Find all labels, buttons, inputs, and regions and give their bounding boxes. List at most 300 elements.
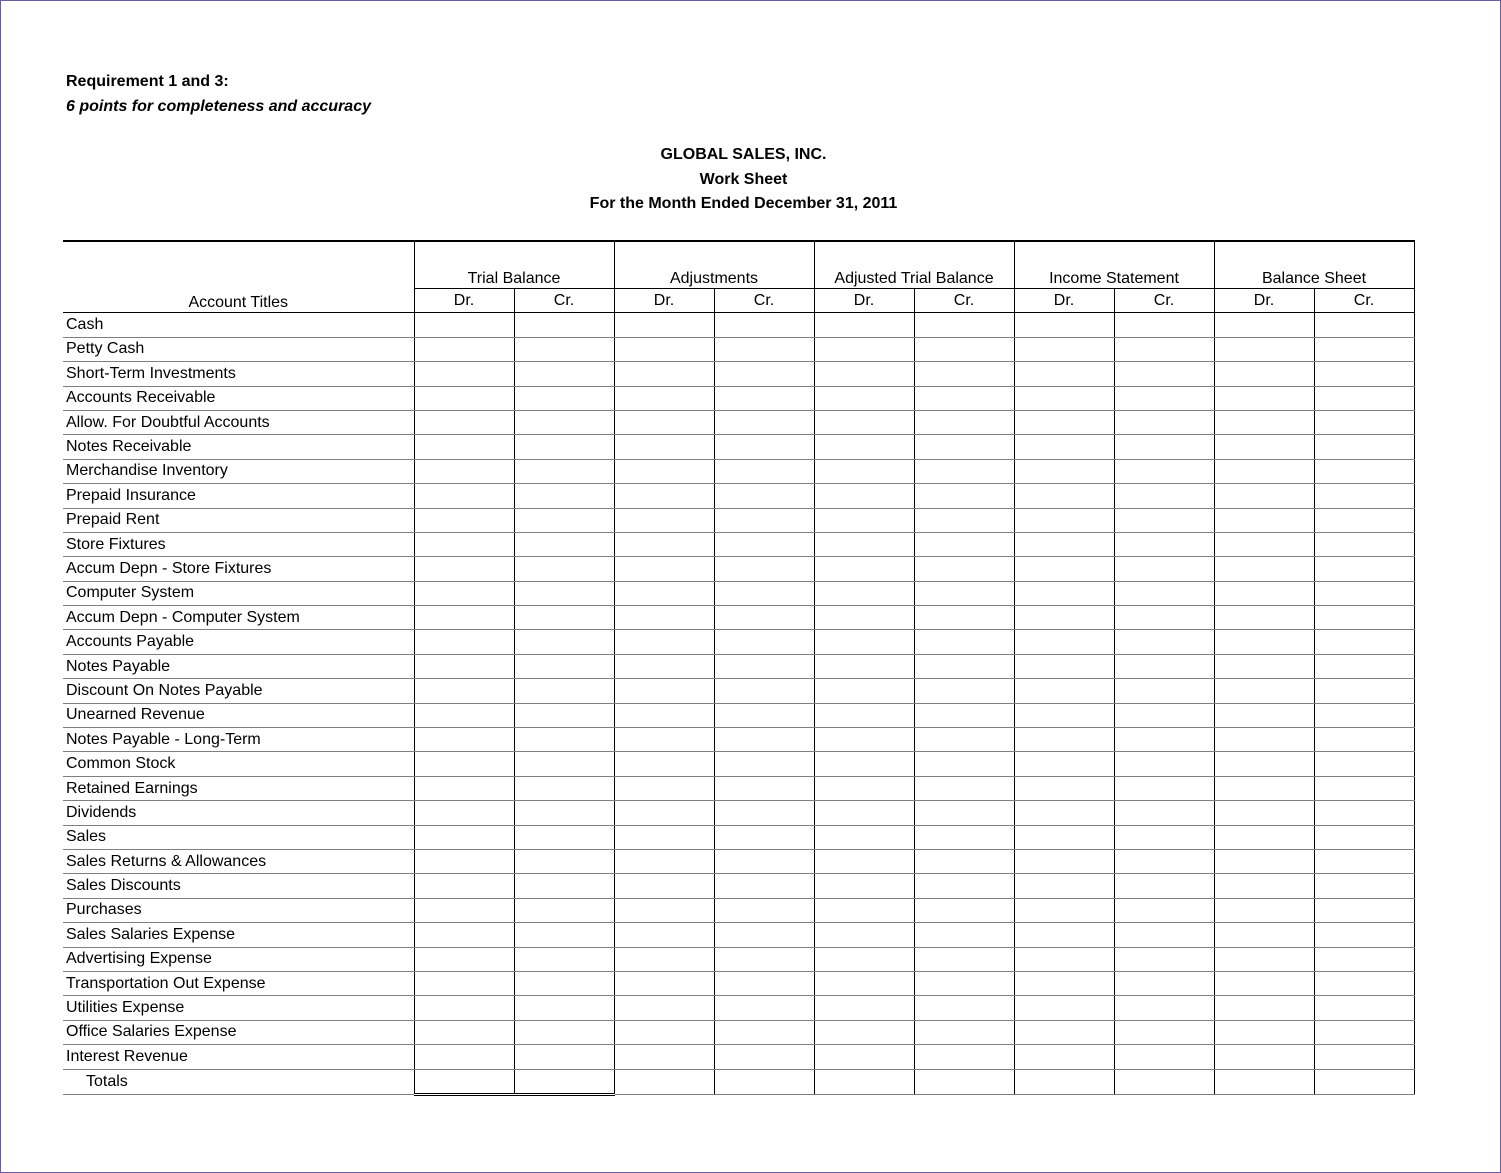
debit-cell[interactable]	[814, 606, 914, 630]
credit-cell[interactable]	[914, 459, 1014, 483]
debit-cell[interactable]	[1214, 776, 1314, 800]
debit-cell[interactable]	[414, 703, 514, 727]
debit-cell[interactable]	[414, 825, 514, 849]
debit-cell[interactable]	[1214, 801, 1314, 825]
debit-cell[interactable]	[1014, 606, 1114, 630]
credit-cell[interactable]	[1114, 337, 1214, 361]
credit-cell[interactable]	[914, 947, 1014, 971]
debit-cell[interactable]	[614, 776, 714, 800]
credit-cell[interactable]	[714, 1069, 814, 1094]
credit-cell[interactable]	[1114, 581, 1214, 605]
debit-cell[interactable]	[414, 996, 514, 1020]
debit-cell[interactable]	[1014, 630, 1114, 654]
debit-cell[interactable]	[1014, 703, 1114, 727]
debit-cell[interactable]	[414, 435, 514, 459]
credit-cell[interactable]	[714, 532, 814, 556]
credit-cell[interactable]	[714, 435, 814, 459]
credit-cell[interactable]	[714, 386, 814, 410]
credit-cell[interactable]	[714, 484, 814, 508]
credit-cell[interactable]	[714, 508, 814, 532]
debit-cell[interactable]	[1214, 386, 1314, 410]
debit-cell[interactable]	[814, 557, 914, 581]
debit-cell[interactable]	[414, 1020, 514, 1044]
credit-cell[interactable]	[914, 728, 1014, 752]
debit-cell[interactable]	[614, 947, 714, 971]
credit-cell[interactable]	[914, 362, 1014, 386]
debit-cell[interactable]	[1214, 996, 1314, 1020]
credit-cell[interactable]	[1114, 435, 1214, 459]
credit-cell[interactable]	[1314, 825, 1414, 849]
credit-cell[interactable]	[914, 630, 1014, 654]
debit-cell[interactable]	[1214, 606, 1314, 630]
credit-cell[interactable]	[514, 801, 614, 825]
debit-cell[interactable]	[814, 947, 914, 971]
debit-cell[interactable]	[614, 996, 714, 1020]
debit-cell[interactable]	[614, 1045, 714, 1069]
credit-cell[interactable]	[514, 459, 614, 483]
credit-cell[interactable]	[1314, 776, 1414, 800]
credit-cell[interactable]	[1114, 679, 1214, 703]
credit-cell[interactable]	[1314, 630, 1414, 654]
debit-cell[interactable]	[414, 362, 514, 386]
credit-cell[interactable]	[1114, 825, 1214, 849]
credit-cell[interactable]	[914, 337, 1014, 361]
credit-cell[interactable]	[714, 825, 814, 849]
credit-cell[interactable]	[914, 410, 1014, 434]
debit-cell[interactable]	[1214, 313, 1314, 337]
debit-cell[interactable]	[1014, 679, 1114, 703]
credit-cell[interactable]	[914, 1045, 1014, 1069]
credit-cell[interactable]	[1114, 532, 1214, 556]
credit-cell[interactable]	[1314, 508, 1414, 532]
debit-cell[interactable]	[814, 776, 914, 800]
credit-cell[interactable]	[714, 996, 814, 1020]
debit-cell[interactable]	[1214, 874, 1314, 898]
credit-cell[interactable]	[914, 313, 1014, 337]
debit-cell[interactable]	[414, 484, 514, 508]
debit-cell[interactable]	[414, 508, 514, 532]
credit-cell[interactable]	[714, 630, 814, 654]
debit-cell[interactable]	[814, 898, 914, 922]
debit-cell[interactable]	[814, 996, 914, 1020]
debit-cell[interactable]	[1014, 386, 1114, 410]
credit-cell[interactable]	[1114, 996, 1214, 1020]
credit-cell[interactable]	[514, 679, 614, 703]
debit-cell[interactable]	[614, 752, 714, 776]
debit-cell[interactable]	[1014, 825, 1114, 849]
debit-cell[interactable]	[814, 532, 914, 556]
credit-cell[interactable]	[714, 849, 814, 873]
debit-cell[interactable]	[1014, 532, 1114, 556]
debit-cell[interactable]	[1214, 728, 1314, 752]
credit-cell[interactable]	[514, 654, 614, 678]
credit-cell[interactable]	[914, 679, 1014, 703]
credit-cell[interactable]	[1314, 1020, 1414, 1044]
credit-cell[interactable]	[914, 801, 1014, 825]
debit-cell[interactable]	[414, 1069, 514, 1094]
debit-cell[interactable]	[1014, 874, 1114, 898]
credit-cell[interactable]	[514, 1045, 614, 1069]
credit-cell[interactable]	[714, 459, 814, 483]
debit-cell[interactable]	[1014, 410, 1114, 434]
debit-cell[interactable]	[414, 947, 514, 971]
credit-cell[interactable]	[714, 971, 814, 995]
debit-cell[interactable]	[814, 703, 914, 727]
debit-cell[interactable]	[614, 362, 714, 386]
debit-cell[interactable]	[814, 679, 914, 703]
credit-cell[interactable]	[914, 752, 1014, 776]
credit-cell[interactable]	[914, 898, 1014, 922]
credit-cell[interactable]	[914, 386, 1014, 410]
credit-cell[interactable]	[714, 752, 814, 776]
debit-cell[interactable]	[614, 703, 714, 727]
debit-cell[interactable]	[814, 1045, 914, 1069]
credit-cell[interactable]	[514, 362, 614, 386]
credit-cell[interactable]	[914, 874, 1014, 898]
credit-cell[interactable]	[514, 581, 614, 605]
credit-cell[interactable]	[1314, 849, 1414, 873]
debit-cell[interactable]	[1014, 947, 1114, 971]
credit-cell[interactable]	[514, 923, 614, 947]
credit-cell[interactable]	[1114, 313, 1214, 337]
debit-cell[interactable]	[414, 874, 514, 898]
debit-cell[interactable]	[614, 1069, 714, 1094]
debit-cell[interactable]	[1014, 508, 1114, 532]
credit-cell[interactable]	[714, 801, 814, 825]
debit-cell[interactable]	[1214, 1069, 1314, 1094]
debit-cell[interactable]	[1014, 313, 1114, 337]
debit-cell[interactable]	[1214, 947, 1314, 971]
debit-cell[interactable]	[1214, 679, 1314, 703]
debit-cell[interactable]	[614, 337, 714, 361]
debit-cell[interactable]	[814, 849, 914, 873]
credit-cell[interactable]	[514, 410, 614, 434]
credit-cell[interactable]	[714, 581, 814, 605]
debit-cell[interactable]	[414, 849, 514, 873]
credit-cell[interactable]	[1114, 654, 1214, 678]
credit-cell[interactable]	[514, 898, 614, 922]
credit-cell[interactable]	[914, 1069, 1014, 1094]
credit-cell[interactable]	[914, 971, 1014, 995]
credit-cell[interactable]	[514, 606, 614, 630]
credit-cell[interactable]	[514, 630, 614, 654]
credit-cell[interactable]	[514, 947, 614, 971]
credit-cell[interactable]	[914, 508, 1014, 532]
debit-cell[interactable]	[1214, 532, 1314, 556]
debit-cell[interactable]	[614, 581, 714, 605]
debit-cell[interactable]	[614, 898, 714, 922]
credit-cell[interactable]	[1314, 923, 1414, 947]
debit-cell[interactable]	[614, 484, 714, 508]
credit-cell[interactable]	[914, 435, 1014, 459]
credit-cell[interactable]	[714, 362, 814, 386]
debit-cell[interactable]	[614, 971, 714, 995]
credit-cell[interactable]	[1114, 874, 1214, 898]
debit-cell[interactable]	[814, 362, 914, 386]
credit-cell[interactable]	[714, 703, 814, 727]
debit-cell[interactable]	[614, 874, 714, 898]
debit-cell[interactable]	[1014, 801, 1114, 825]
debit-cell[interactable]	[814, 874, 914, 898]
credit-cell[interactable]	[714, 923, 814, 947]
credit-cell[interactable]	[1314, 874, 1414, 898]
credit-cell[interactable]	[714, 1020, 814, 1044]
debit-cell[interactable]	[414, 776, 514, 800]
credit-cell[interactable]	[1114, 776, 1214, 800]
credit-cell[interactable]	[714, 728, 814, 752]
debit-cell[interactable]	[414, 654, 514, 678]
credit-cell[interactable]	[1114, 484, 1214, 508]
debit-cell[interactable]	[1014, 849, 1114, 873]
credit-cell[interactable]	[1314, 362, 1414, 386]
debit-cell[interactable]	[1014, 776, 1114, 800]
debit-cell[interactable]	[1214, 557, 1314, 581]
credit-cell[interactable]	[1314, 435, 1414, 459]
debit-cell[interactable]	[614, 679, 714, 703]
debit-cell[interactable]	[414, 728, 514, 752]
credit-cell[interactable]	[1314, 728, 1414, 752]
debit-cell[interactable]	[1214, 581, 1314, 605]
debit-cell[interactable]	[814, 728, 914, 752]
credit-cell[interactable]	[714, 947, 814, 971]
credit-cell[interactable]	[1314, 606, 1414, 630]
credit-cell[interactable]	[1114, 362, 1214, 386]
debit-cell[interactable]	[1014, 581, 1114, 605]
credit-cell[interactable]	[514, 849, 614, 873]
debit-cell[interactable]	[1214, 459, 1314, 483]
debit-cell[interactable]	[1014, 752, 1114, 776]
credit-cell[interactable]	[1314, 337, 1414, 361]
debit-cell[interactable]	[414, 386, 514, 410]
credit-cell[interactable]	[514, 971, 614, 995]
credit-cell[interactable]	[914, 654, 1014, 678]
credit-cell[interactable]	[714, 874, 814, 898]
debit-cell[interactable]	[1214, 508, 1314, 532]
credit-cell[interactable]	[714, 606, 814, 630]
credit-cell[interactable]	[1114, 557, 1214, 581]
debit-cell[interactable]	[814, 630, 914, 654]
credit-cell[interactable]	[1314, 313, 1414, 337]
credit-cell[interactable]	[1314, 679, 1414, 703]
debit-cell[interactable]	[1214, 1045, 1314, 1069]
credit-cell[interactable]	[1114, 923, 1214, 947]
credit-cell[interactable]	[1314, 996, 1414, 1020]
debit-cell[interactable]	[614, 410, 714, 434]
debit-cell[interactable]	[614, 1020, 714, 1044]
debit-cell[interactable]	[1214, 1020, 1314, 1044]
credit-cell[interactable]	[514, 1069, 614, 1094]
credit-cell[interactable]	[714, 679, 814, 703]
debit-cell[interactable]	[614, 508, 714, 532]
credit-cell[interactable]	[914, 776, 1014, 800]
credit-cell[interactable]	[1314, 484, 1414, 508]
debit-cell[interactable]	[814, 410, 914, 434]
debit-cell[interactable]	[414, 459, 514, 483]
debit-cell[interactable]	[1214, 484, 1314, 508]
debit-cell[interactable]	[1214, 435, 1314, 459]
credit-cell[interactable]	[914, 825, 1014, 849]
credit-cell[interactable]	[1314, 532, 1414, 556]
credit-cell[interactable]	[1314, 557, 1414, 581]
credit-cell[interactable]	[1314, 898, 1414, 922]
credit-cell[interactable]	[914, 532, 1014, 556]
debit-cell[interactable]	[1214, 654, 1314, 678]
debit-cell[interactable]	[414, 752, 514, 776]
credit-cell[interactable]	[1314, 410, 1414, 434]
debit-cell[interactable]	[1214, 923, 1314, 947]
debit-cell[interactable]	[814, 1020, 914, 1044]
credit-cell[interactable]	[1114, 410, 1214, 434]
credit-cell[interactable]	[1114, 630, 1214, 654]
debit-cell[interactable]	[414, 801, 514, 825]
debit-cell[interactable]	[814, 484, 914, 508]
credit-cell[interactable]	[914, 557, 1014, 581]
debit-cell[interactable]	[414, 971, 514, 995]
credit-cell[interactable]	[514, 1020, 614, 1044]
credit-cell[interactable]	[514, 532, 614, 556]
debit-cell[interactable]	[814, 313, 914, 337]
credit-cell[interactable]	[1114, 849, 1214, 873]
credit-cell[interactable]	[714, 654, 814, 678]
credit-cell[interactable]	[914, 996, 1014, 1020]
debit-cell[interactable]	[814, 435, 914, 459]
debit-cell[interactable]	[614, 630, 714, 654]
debit-cell[interactable]	[1014, 459, 1114, 483]
debit-cell[interactable]	[1014, 435, 1114, 459]
debit-cell[interactable]	[1014, 1069, 1114, 1094]
credit-cell[interactable]	[914, 606, 1014, 630]
debit-cell[interactable]	[814, 386, 914, 410]
credit-cell[interactable]	[514, 337, 614, 361]
debit-cell[interactable]	[614, 849, 714, 873]
credit-cell[interactable]	[714, 1045, 814, 1069]
credit-cell[interactable]	[514, 752, 614, 776]
debit-cell[interactable]	[614, 923, 714, 947]
debit-cell[interactable]	[614, 728, 714, 752]
debit-cell[interactable]	[814, 581, 914, 605]
debit-cell[interactable]	[414, 557, 514, 581]
credit-cell[interactable]	[1314, 386, 1414, 410]
debit-cell[interactable]	[614, 557, 714, 581]
credit-cell[interactable]	[1114, 459, 1214, 483]
credit-cell[interactable]	[1114, 386, 1214, 410]
debit-cell[interactable]	[414, 581, 514, 605]
credit-cell[interactable]	[1114, 971, 1214, 995]
credit-cell[interactable]	[1114, 1020, 1214, 1044]
debit-cell[interactable]	[614, 386, 714, 410]
debit-cell[interactable]	[1014, 337, 1114, 361]
credit-cell[interactable]	[514, 874, 614, 898]
debit-cell[interactable]	[414, 1045, 514, 1069]
credit-cell[interactable]	[1314, 581, 1414, 605]
credit-cell[interactable]	[514, 557, 614, 581]
debit-cell[interactable]	[1214, 337, 1314, 361]
debit-cell[interactable]	[1014, 1045, 1114, 1069]
debit-cell[interactable]	[414, 606, 514, 630]
debit-cell[interactable]	[814, 1069, 914, 1094]
credit-cell[interactable]	[1314, 947, 1414, 971]
debit-cell[interactable]	[814, 752, 914, 776]
credit-cell[interactable]	[714, 313, 814, 337]
debit-cell[interactable]	[1014, 557, 1114, 581]
credit-cell[interactable]	[1114, 752, 1214, 776]
credit-cell[interactable]	[714, 898, 814, 922]
debit-cell[interactable]	[1014, 996, 1114, 1020]
credit-cell[interactable]	[1314, 459, 1414, 483]
debit-cell[interactable]	[1014, 654, 1114, 678]
debit-cell[interactable]	[1214, 849, 1314, 873]
debit-cell[interactable]	[1014, 971, 1114, 995]
debit-cell[interactable]	[414, 923, 514, 947]
debit-cell[interactable]	[414, 532, 514, 556]
credit-cell[interactable]	[1114, 801, 1214, 825]
debit-cell[interactable]	[814, 654, 914, 678]
debit-cell[interactable]	[814, 459, 914, 483]
credit-cell[interactable]	[914, 703, 1014, 727]
debit-cell[interactable]	[1214, 752, 1314, 776]
debit-cell[interactable]	[814, 923, 914, 947]
debit-cell[interactable]	[1014, 362, 1114, 386]
debit-cell[interactable]	[1214, 410, 1314, 434]
debit-cell[interactable]	[614, 825, 714, 849]
debit-cell[interactable]	[1014, 1020, 1114, 1044]
debit-cell[interactable]	[1214, 703, 1314, 727]
credit-cell[interactable]	[514, 313, 614, 337]
credit-cell[interactable]	[1114, 1069, 1214, 1094]
credit-cell[interactable]	[1114, 508, 1214, 532]
credit-cell[interactable]	[1114, 606, 1214, 630]
debit-cell[interactable]	[1214, 898, 1314, 922]
debit-cell[interactable]	[414, 630, 514, 654]
debit-cell[interactable]	[414, 313, 514, 337]
debit-cell[interactable]	[414, 679, 514, 703]
credit-cell[interactable]	[514, 386, 614, 410]
debit-cell[interactable]	[814, 508, 914, 532]
credit-cell[interactable]	[1114, 1045, 1214, 1069]
debit-cell[interactable]	[614, 459, 714, 483]
credit-cell[interactable]	[714, 557, 814, 581]
credit-cell[interactable]	[1114, 728, 1214, 752]
debit-cell[interactable]	[614, 654, 714, 678]
credit-cell[interactable]	[914, 849, 1014, 873]
credit-cell[interactable]	[1314, 1045, 1414, 1069]
debit-cell[interactable]	[414, 410, 514, 434]
debit-cell[interactable]	[1014, 923, 1114, 947]
credit-cell[interactable]	[514, 508, 614, 532]
credit-cell[interactable]	[914, 581, 1014, 605]
debit-cell[interactable]	[614, 606, 714, 630]
credit-cell[interactable]	[1114, 898, 1214, 922]
credit-cell[interactable]	[1314, 971, 1414, 995]
debit-cell[interactable]	[1214, 825, 1314, 849]
credit-cell[interactable]	[914, 484, 1014, 508]
debit-cell[interactable]	[1214, 362, 1314, 386]
debit-cell[interactable]	[814, 825, 914, 849]
credit-cell[interactable]	[914, 1020, 1014, 1044]
debit-cell[interactable]	[614, 313, 714, 337]
credit-cell[interactable]	[514, 728, 614, 752]
debit-cell[interactable]	[1214, 971, 1314, 995]
credit-cell[interactable]	[714, 410, 814, 434]
debit-cell[interactable]	[614, 435, 714, 459]
credit-cell[interactable]	[1114, 947, 1214, 971]
debit-cell[interactable]	[414, 337, 514, 361]
credit-cell[interactable]	[514, 996, 614, 1020]
credit-cell[interactable]	[514, 776, 614, 800]
debit-cell[interactable]	[1014, 728, 1114, 752]
debit-cell[interactable]	[614, 801, 714, 825]
debit-cell[interactable]	[414, 898, 514, 922]
